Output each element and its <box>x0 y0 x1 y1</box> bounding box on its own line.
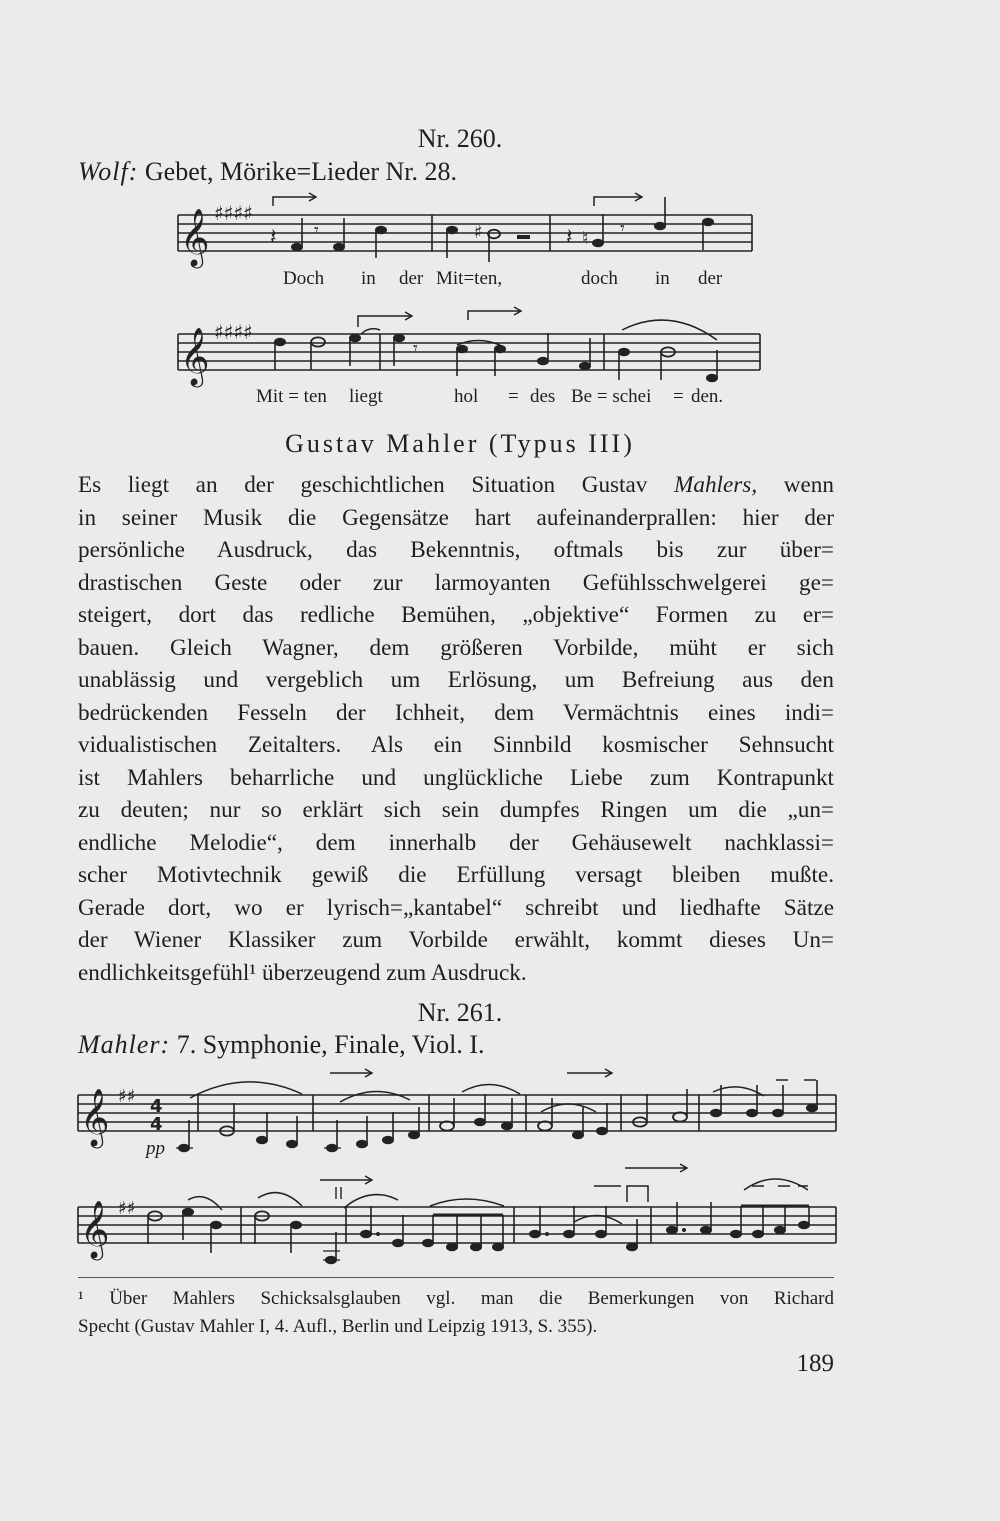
svg-text:𝄾: 𝄾 <box>314 220 319 241</box>
svg-text:𝄾: 𝄾 <box>413 338 418 359</box>
rest-icon: 𝄽 <box>270 225 277 250</box>
time-signature: 4 <box>150 1096 163 1117</box>
lyric-syllable: des <box>530 386 556 407</box>
lyric-syllable: = <box>673 386 684 407</box>
body-line: scher Motivtechnik gewiß die Erfüllung versagt bleiben mußte. <box>78 862 834 888</box>
lyric-syllable: doch <box>581 268 618 289</box>
lyric-syllable: der <box>399 268 424 289</box>
lyric-syllable: Doch <box>283 268 325 289</box>
lyric-syllable: in <box>361 268 376 289</box>
svg-text:♮: ♮ <box>582 228 589 249</box>
lyric-syllable: liegt <box>349 386 383 407</box>
body-line: bauen. Gleich Wagner, dem größeren Vorbilde, müht er sich <box>78 634 834 661</box>
footnote-line: ¹ Über Mahlers Schicksalsglauben vgl. man die Bemerkungen von Richard <box>78 1288 834 1309</box>
body-line: endlichkeitsgefühl¹ überzeugend zum Ausdruck. <box>78 959 527 986</box>
key-signature-sharps: ♯♯♯♯ <box>214 320 253 344</box>
example-261-composer: Mahler: <box>78 1030 171 1059</box>
example-261-number: Nr. 261. <box>417 998 503 1027</box>
treble-clef-icon: 𝄞 <box>180 208 210 266</box>
example-260-work: Gebet, Mörike=Lieder Nr. 28. <box>138 157 458 186</box>
svg-text:𝄾: 𝄾 <box>620 218 625 239</box>
dynamic-marking: pp <box>146 1138 165 1159</box>
section-heading: Gustav Mahler (Typus III) <box>285 429 635 458</box>
body-line: vidualistischen Zeitalters. Als ein Sinnbild kosmischer Sehnsucht <box>78 732 834 758</box>
body-line: der Wiener Klassiker zum Vorbilde erwählt, kommt dieses Un= <box>78 927 834 953</box>
lyric-syllable: Mit = ten <box>256 386 327 407</box>
body-line: Gerade dort, wo er lyrisch=„kantabel“ schreibt und liedhafte Sätze <box>78 894 834 921</box>
footnote-line: Specht (Gustav Mahler I, 4. Aufl., Berlin und Leipzig 1913, S. 355). <box>78 1316 598 1337</box>
body-line: zu deuten; nur so erklärt sich sein dumpfes Ringen um die „un= <box>78 797 834 823</box>
body-line: in seiner Musik die Gegensätze hart aufeinanderprallen: hier der <box>78 504 834 531</box>
page-number: 189 <box>796 1350 834 1377</box>
footnote <box>78 1285 834 1341</box>
lyric-syllable: in <box>655 268 670 289</box>
key-signature-sharps: ♯♯ <box>118 1198 136 1219</box>
svg-text:♯: ♯ <box>474 222 483 243</box>
svg-text:4: 4 <box>150 1114 163 1135</box>
lyric-syllable: den. <box>691 386 724 407</box>
lyric-syllable: = <box>508 386 519 407</box>
example-260-number: Nr. 260. <box>417 124 503 153</box>
key-signature-sharps: ♯♯♯♯ <box>214 201 253 225</box>
body-line: drastischen Geste oder zur larmoyanten Gefühlsschwelgerei ge= <box>78 569 834 596</box>
lyric-syllable: Be = schei <box>571 386 652 407</box>
lyric-syllable: hol <box>454 386 479 407</box>
example-260-composer: Wolf: <box>78 157 139 186</box>
example-261-work: 7. Symphonie, Finale, Viol. I. <box>170 1030 485 1059</box>
lyric-syllable: der <box>698 268 723 289</box>
lyric-syllable: Mit=ten, <box>436 268 503 289</box>
treble-clef-icon: 𝄞 <box>80 1200 110 1258</box>
body-line: persönliche Ausdruck, das Bekenntnis, oftmals bis zur über= <box>78 537 834 563</box>
key-signature-sharps: ♯♯ <box>118 1086 136 1107</box>
treble-clef-icon: 𝄞 <box>180 327 210 385</box>
body-line: bedrückenden Fesseln der Ichheit, dem Vermächtnis eines indi= <box>78 699 834 726</box>
svg-text:𝄽: 𝄽 <box>566 225 573 250</box>
body-line: Es liegt an der geschichtlichen Situation Gustav Mahlers, wenn <box>78 472 834 498</box>
treble-clef-icon: 𝄞 <box>80 1088 110 1146</box>
body-line: unablässig und vergeblich um Erlösung, um Befreiung aus den <box>78 667 834 693</box>
footnote-divider <box>78 1277 834 1278</box>
body-line: steigert, dort das redliche Bemühen, „objektive“ Formen zu er= <box>78 602 834 628</box>
body-line: ist Mahlers beharrliche und unglückliche Liebe zum Kontrapunkt <box>78 764 834 791</box>
body-line: endliche Melodie“, dem innerhalb der Gehäusewelt nachklassi= <box>78 829 834 856</box>
